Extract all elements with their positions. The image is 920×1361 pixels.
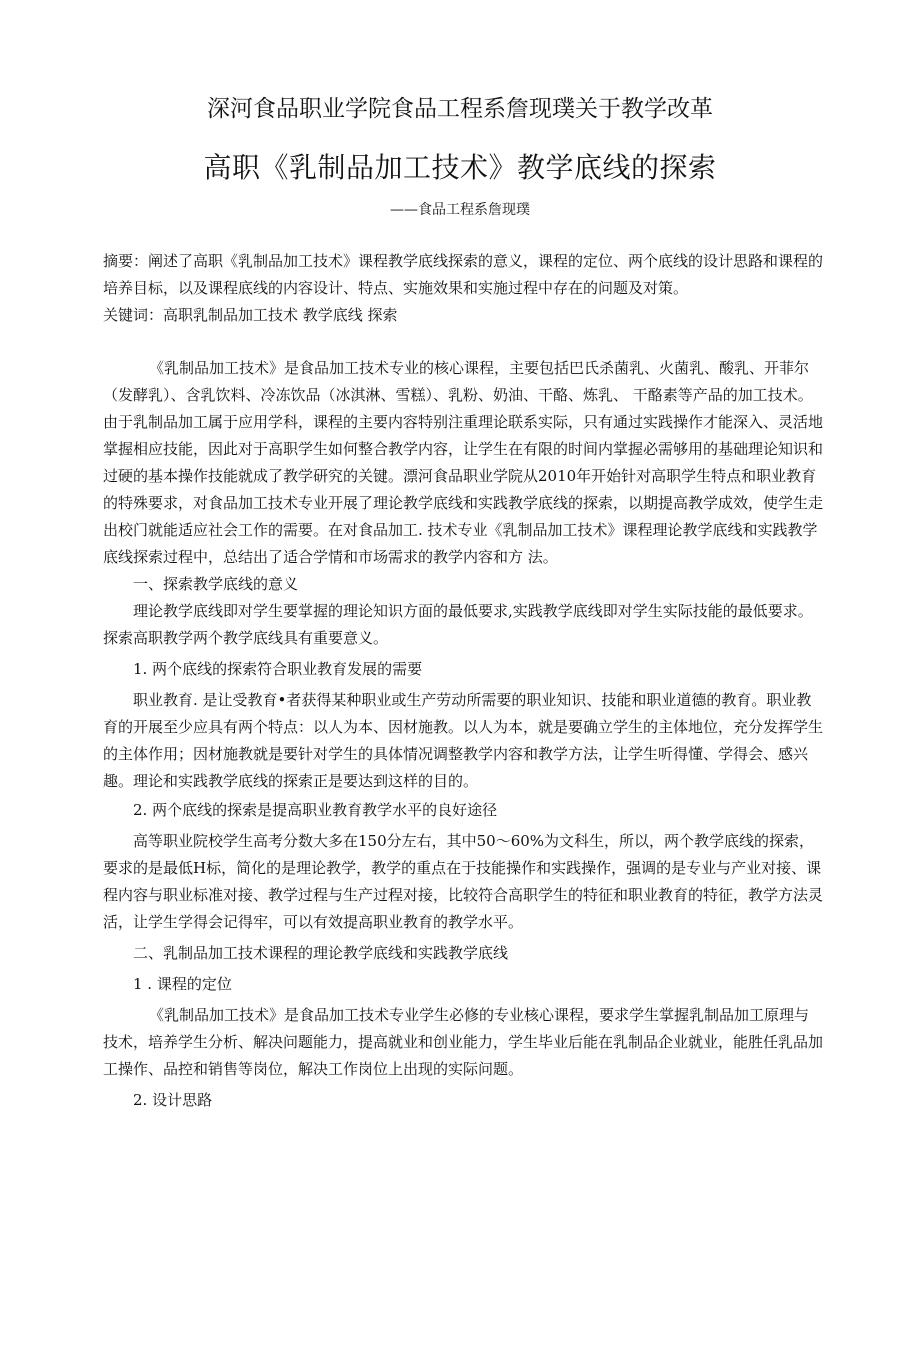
document-author: ——食品工程系詹现璞 xyxy=(390,202,530,218)
section-heading-2: 二、乳制品加工技术课程的理论教学底线和实践教学底线 xyxy=(133,944,509,962)
keywords-text: 关键词：高职乳制品加工技术 教学底线 探索 xyxy=(103,306,398,324)
subsection2-paragraph: 高等职业院校学生高考分数大多在150分左右，其中50〜60%为文科生，所以，两个教学底线的探索，要求的是最低H标，简化的是理论教学，教学的重点在于技能操作和实践操作，强调的是专业与产业对接、课程内容与职业标准对接、教学过程与生产过程对接，比较符合高职学生的特征和职业教育的特征，教学方法灵活，让学生学得会记得牢，可以有效提高职业教育的教学水平。 xyxy=(103,832,824,931)
section-heading-1: 一、探索教学底线的意义 xyxy=(133,575,299,593)
subsection-heading-3: 1 . 课程的定位 xyxy=(133,975,232,993)
document-supertitle: 深河食品职业学院食品工程系詹现璞关于教学改革 xyxy=(207,96,713,122)
subsection3-paragraph: 《乳制品加工技术》是食品加工技术专业学生必修的专业核心课程，要求学生掌握乳制品加工原理与技术，培养学生分析、解决问题能力，提高就业和创业能力，学生毕业后能在乳制品企业就业，能胜任乳品加工操作、品控和销售等岗位，解决工作岗位上出现的实际问题。 xyxy=(103,1006,824,1078)
section1-paragraph: 理论教学底线即对学生要掌握的理论知识方面的最低要求,实践教学底线即对学生实际技能的最低要求。探索高职教学两个教学底线具有重要意义。 xyxy=(103,602,813,647)
subsection-heading-2: 2. 两个底线的探索是提高职业教育教学水平的良好途径 xyxy=(133,801,498,819)
document-body xyxy=(103,248,823,1118)
abstract-text: 摘要：阐述了高职《乳制品加工技术》课程教学底线探索的意义，课程的定位、两个底线的设计思路和课程的培养目标，以及课程底线的内容设计、特点、实施效果和实施过程中存在的问题及对策。 xyxy=(103,252,824,297)
abstract-block xyxy=(103,248,823,329)
subsection-heading-1: 1. 两个底线的探索符合职业教育发展的需要 xyxy=(133,660,423,678)
document-title: 高职《乳制品加工技术》教学底线的探索 xyxy=(203,151,717,184)
subsection-heading-4: 2. 设计思路 xyxy=(133,1091,213,1109)
subsection1-paragraph: 职业教育. 是让受教育•者获得某种职业或生产劳动所需要的职业知识、技能和职业道德的教育。职业教育的开展至少应具有两个特点：以人为本、因材施教。以人为本，就是要确立学生的主体地位，充分发挥学生的主体作用；因材施教就是要针对学生的具体情况调整教学内容和教学方法，让学生听得懂、学得会、感兴趣。理论和实践教学底线的探索正是要达到这样的目的。 xyxy=(103,691,824,790)
intro-paragraph: 《乳制品加工技术》是食品加工技术专业的核心课程，主要包括巴氏杀菌乳、火菌乳、酸乳、开菲尔（发酵乳）、含乳饮料、冷冻饮品（冰淇淋、雪糕）、乳粉、奶油、干酪、炼乳、 干酪素等产品的加工技术。由于乳制品加工属于应用学科，课程的主要内容特别注重理论联系实际，只有通过实践操作才能深入、灵活地掌握相应技能，因此对于高职学生如何整合教学内容，让学生在有限的时间内掌握必需够用的基础理论知识和过硬的基本操作技能就成了教学研究的关键。漂河食品职业学院从2010年开始针对高职学生特点和职业教育的特殊要求，对食品加工技术专业开展了理论教学底线和实践教学底线的探索，以期提高教学成效，使学生走出校门就能适应社会工作的需要。在对食品加工. 技术专业《乳制品加工技术》课程理论教学底线和实践教学底线探索过程中，总结出了适合学情和市场需求的教学内容和方 法。 xyxy=(103,359,824,566)
